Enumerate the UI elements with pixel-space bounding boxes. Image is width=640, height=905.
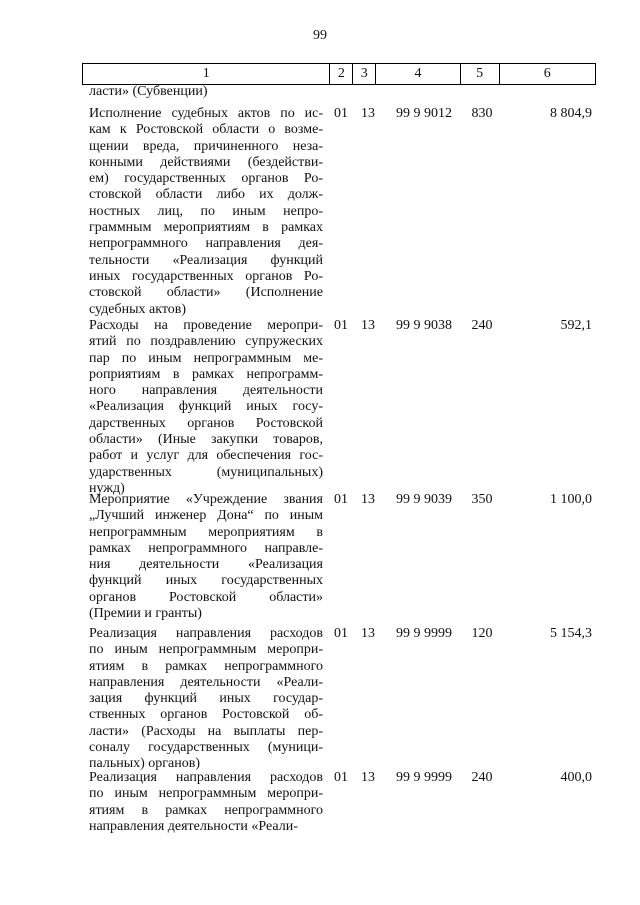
description-line: пар по иным непрограммным ме- — [89, 350, 323, 366]
description-line: функций иных государственных — [89, 573, 323, 589]
description-line: Реализация направления расходов — [89, 770, 323, 785]
description-line: направления деятельности «Реали- — [89, 674, 323, 690]
amount: 8 804,9 — [550, 106, 592, 121]
page-number: 99 — [313, 28, 327, 43]
header-col-4: 4 — [376, 64, 461, 85]
description-line: непрограммного направления дея- — [89, 236, 323, 252]
section-code: 01 — [334, 492, 348, 507]
row-description — [89, 770, 323, 835]
description-line: непрограммным мероприятиям в — [89, 524, 323, 540]
target-article-code: 99 9 9999 — [396, 626, 452, 641]
amount: 592,1 — [560, 318, 592, 333]
description-line: «Реализация функций иных госу- — [89, 399, 323, 415]
description-line: направления деятельности «Реали- — [89, 818, 298, 834]
description-line: ятий по поздравлению супружеских — [89, 334, 323, 350]
target-article-code: 99 9 9038 — [396, 318, 452, 333]
description-line: стовской области» (Исполнение — [89, 285, 323, 301]
target-article-code: 99 9 9999 — [396, 770, 452, 785]
description-line: иных государственных органов Ро- — [89, 268, 323, 284]
description-line: работ и услуг для обеспечения гос- — [89, 448, 323, 464]
description-line: ем) государственных органов Ро- — [89, 171, 323, 187]
expense-type-code: 240 — [471, 318, 493, 333]
description-line: рамках непрограммного направле- — [89, 540, 323, 556]
description-line: конными действиями (бездействи- — [89, 154, 323, 170]
section-code: 01 — [334, 770, 348, 785]
description-line: соналу государственных (муници- — [89, 740, 323, 756]
header-col-6: 6 — [499, 64, 595, 85]
section-code: 01 — [334, 318, 348, 333]
description-line: роприятиям в рамках непрограмм- — [89, 366, 323, 382]
description-line: органов Ростовской области» — [89, 589, 323, 605]
description-line: зация функций иных государ- — [89, 691, 323, 707]
description-line: по иным непрограммным меропри- — [89, 786, 323, 802]
section-code: 01 — [334, 626, 348, 641]
description-line: ностных лиц, по иным непро- — [89, 203, 323, 219]
target-article-code: 99 9 9039 — [396, 492, 452, 507]
subsection-code: 13 — [361, 106, 375, 121]
row-description — [89, 318, 323, 497]
subsection-code: 13 — [361, 770, 375, 785]
description-line: Реализация направления расходов — [89, 626, 323, 641]
description-line: области» (Иные закупки товаров, — [89, 432, 323, 448]
description-line: ятиям в рамках непрограммного — [89, 658, 323, 674]
description-line: Исполнение судебных актов по ис- — [89, 106, 323, 121]
description-line: граммным мероприятиям в рамках — [89, 220, 323, 236]
header-col-1: 1 — [83, 64, 330, 85]
description-line: пальных) органов) — [89, 756, 200, 772]
description-line: ятиям в рамках непрограммного — [89, 802, 323, 818]
section-code: 01 — [334, 106, 348, 121]
table-header — [82, 63, 596, 85]
subsection-code: 13 — [361, 492, 375, 507]
description-line: (Премии и гранты) — [89, 606, 202, 622]
row-description — [89, 106, 323, 318]
header-col-2: 2 — [330, 64, 353, 85]
description-line: дарственных органов Ростовской — [89, 415, 323, 431]
description-line: кам к Ростовской области о возме- — [89, 122, 323, 138]
description-line: тельности «Реализация функций — [89, 252, 323, 268]
description-line: судебных актов) — [89, 301, 187, 317]
subsection-code: 13 — [361, 318, 375, 333]
description-line: стовской области либо их долж- — [89, 187, 323, 203]
row-description — [89, 492, 323, 622]
target-article-code: 99 9 9012 — [396, 106, 452, 121]
description-line: щении вреда, причиненного неза- — [89, 138, 323, 154]
amount: 1 100,0 — [550, 492, 592, 507]
description-line: ного направления деятельности — [89, 383, 323, 399]
continued-text: ласти» (Субвенции) — [89, 84, 208, 99]
row-description — [89, 626, 323, 773]
expense-type-code: 120 — [471, 626, 493, 641]
description-line: ласти» (Расходы на выплаты пер- — [89, 723, 323, 739]
description-line: Расходы на проведение меропри- — [89, 318, 323, 333]
expense-type-code: 830 — [471, 106, 493, 121]
expense-type-code: 350 — [471, 492, 493, 507]
header-col-3: 3 — [353, 64, 376, 85]
header-col-5: 5 — [460, 64, 499, 85]
description-line: нужд) — [89, 480, 125, 496]
expense-type-code: 240 — [471, 770, 493, 785]
amount: 5 154,3 — [550, 626, 592, 641]
description-line: Мероприятие «Учреждение звания — [89, 492, 323, 507]
amount: 400,0 — [560, 770, 592, 785]
description-line: ственных органов Ростовской об- — [89, 707, 323, 723]
description-line: по иным непрограммным меропри- — [89, 642, 323, 658]
description-line: ударственных (муниципальных) — [89, 464, 323, 480]
header-row — [83, 64, 596, 85]
description-line: ния деятельности «Реализация — [89, 557, 323, 573]
description-line: „Лучший инженер Дона“ по иным — [89, 508, 323, 524]
subsection-code: 13 — [361, 626, 375, 641]
